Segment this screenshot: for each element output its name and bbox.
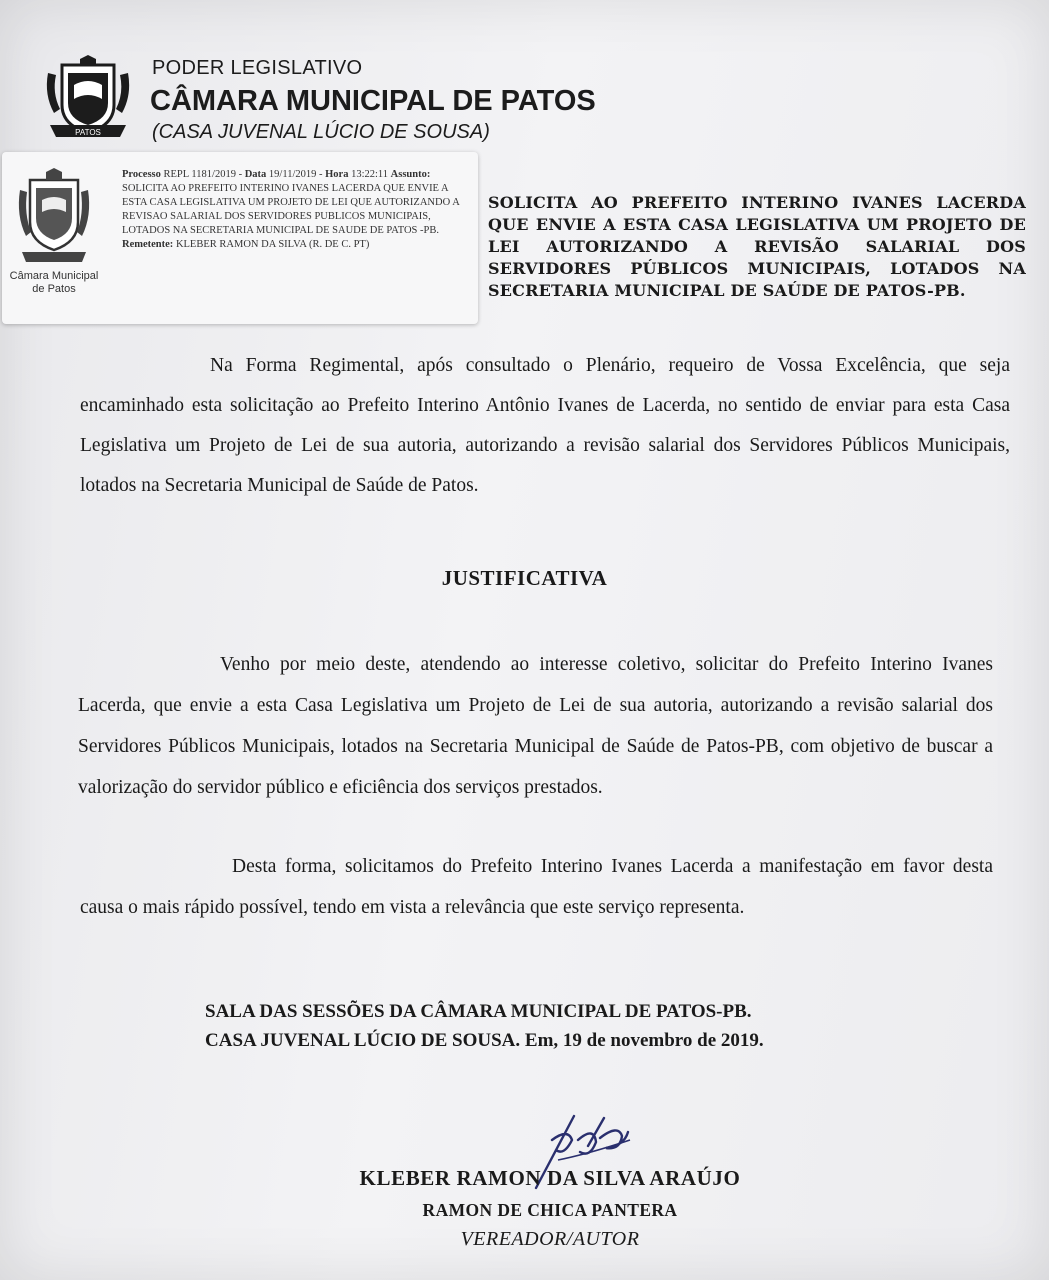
signatory-nickname: RAMON DE CHICA PANTERA xyxy=(422,1200,678,1220)
stamp-crest-icon xyxy=(16,166,92,266)
date-label: Data xyxy=(244,169,267,180)
letterhead xyxy=(40,55,660,145)
request-paragraph: Na Forma Regimental, após consultado o Plenário, requeiro de Vossa Excelência, que seja encaminhado esta solicitação ao Prefeito Interino Antônio Ivanes de Lacerda, no sentido de enviar para esta Casa Legislativa um Projeto de Lei de sua autoria, autorizando a revisão salarial dos Servidores Públicos Municipais, lotados na Secretaria Municipal de Saúde de Patos. xyxy=(80,355,1010,496)
closing-line-2: CASA JUVENAL LÚCIO DE SOUSA. Em, 19 de novembro de 2019. xyxy=(205,1030,764,1051)
letterhead-branch: PODER LEGISLATIVO xyxy=(152,57,363,79)
justification-heading: JUSTIFICATIVA xyxy=(441,566,608,590)
stamp-caption: Câmara Municipal de Patos xyxy=(9,270,99,295)
signatory-role: VEREADOR/AUTOR xyxy=(460,1228,640,1250)
municipal-crest-icon xyxy=(40,55,136,141)
protocol-stamp xyxy=(2,152,478,324)
time-label: Hora xyxy=(325,169,349,180)
svg-text:PATOS: PATOS xyxy=(75,128,101,137)
sender-value: KLEBER RAMON DA SILVA (R. DE C. PT) xyxy=(175,239,370,250)
conclusion-paragraph: Desta forma, solicitamos do Prefeito Interino Ivanes Lacerda a manifestação em favor desta causa o mais rápido possível, tendo em vista a relevância que este serviço representa. xyxy=(80,856,993,918)
date-value: 19/11/2019 - xyxy=(268,169,323,180)
justification-paragraph: Venho por meio deste, atendendo ao interesse coletivo, solicitar do Prefeito Interino Ivanes Lacerda, que envie a esta Casa Legislativa um Projeto de Lei de sua autoria, autorizando a revisão salarial dos Servidores Públicos Municipais, lotados na Secretaria Municipal de Saúde de Patos-PB, com objetivo de buscar a valorização do servidor público e eficiência dos serviços prestados. xyxy=(78,654,993,798)
subject-label: Assunto: xyxy=(390,169,431,180)
closing-line-1: SALA DAS SESSÕES DA CÂMARA MUNICIPAL DE PATOS-PB. xyxy=(205,1001,752,1022)
time-value: 13:22:11 xyxy=(351,169,389,180)
request-summary: SOLICITA AO PREFEITO INTERINO IVANES LACERDA QUE ENVIE A ESTA CASA LEGISLATIVA UM PROJETO DE LEI AUTORIZANDO A REVISÃO SALARIAL DOS SERVIDORES PÚBLICOS MUNICIPAIS, LOTADOS NA SECRETARIA MUNICIPAL DE SAÚDE DE PATOS-PB. xyxy=(488,193,1026,300)
subject-value: SOLICITA AO PREFEITO INTERINO IVANES LACERDA QUE ENVIE A ESTA CASA LEGISLATIVA UM PROJETO DE LEI QUE AUTORIZANDO A REVISAO SALARIAL DOS SERVIDORES PUBLICOS MUNICIPAIS, LOTADOS NA SECRETARIA MUNICIPAL DE SAUDE DE PATOS -PB. xyxy=(122,183,460,236)
letterhead-institution: CÂMARA MUNICIPAL DE PATOS xyxy=(150,85,596,117)
session-closing xyxy=(205,997,925,1055)
process-value: REPL 1181/2019 - xyxy=(163,169,243,180)
stamp-text xyxy=(122,168,467,252)
signature-block xyxy=(0,1110,1049,1270)
process-label: Processo xyxy=(122,169,161,180)
sender-label: Remetente: xyxy=(122,239,174,250)
signatory-name: KLEBER RAMON DA SILVA ARAÚJO xyxy=(359,1166,741,1190)
letterhead-house-name: (CASA JUVENAL LÚCIO DE SOUSA) xyxy=(152,121,490,143)
